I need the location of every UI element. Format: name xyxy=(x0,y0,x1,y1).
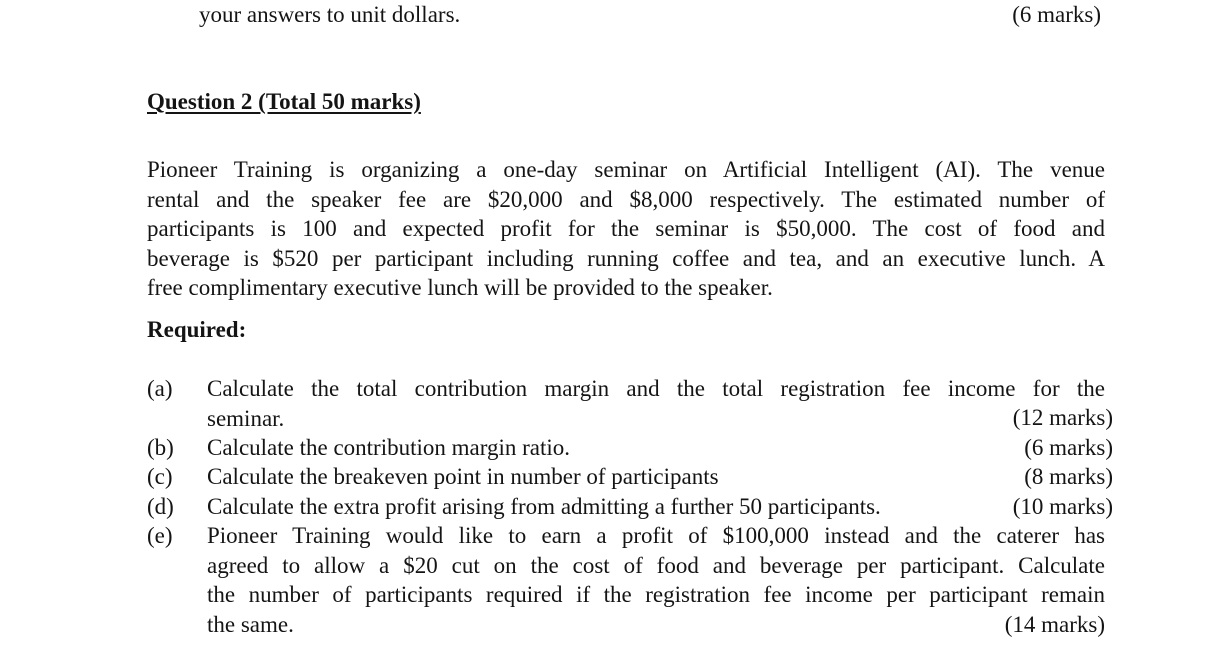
required-label: Required: xyxy=(147,317,247,342)
item-e-label: (e) xyxy=(147,523,173,548)
question-paragraph xyxy=(147,155,1105,303)
item-b-marks: (6 marks) xyxy=(1024,435,1113,460)
item-d-text xyxy=(207,492,1105,522)
item-c-label: (c) xyxy=(147,464,173,489)
item-line: Calculate the contribution margin ratio. xyxy=(207,435,571,460)
item-a-text xyxy=(207,374,1105,433)
paragraph-line: participants is 100 and expected profit for the seminar is $50,000. The cost of food and xyxy=(147,216,1105,241)
previous-question-tail-text: your answers to unit dollars. xyxy=(199,2,461,27)
item-line: the same. xyxy=(207,611,294,637)
paragraph-line: Pioneer Training is organizing a one-day seminar on Artificial Intelligent (AI). The venue xyxy=(147,157,1105,182)
item-line: the number of participants required if the registration fee income per participant remain xyxy=(207,582,1105,607)
item-line: seminar. xyxy=(207,405,285,431)
item-d-label: (d) xyxy=(147,494,174,519)
item-line: Pioneer Training would like to earn a profit of $100,000 instead and the caterer has xyxy=(207,523,1105,548)
item-e-text xyxy=(207,521,1105,639)
item-line: Calculate the breakeven point in number of participants xyxy=(207,464,719,489)
item-c-text xyxy=(207,462,1105,492)
paragraph-line: rental and the speaker fee are $20,000 and $8,000 respectively. The estimated number of xyxy=(147,186,1105,212)
item-line: Calculate the extra profit arising from admitting a further 50 participants. xyxy=(207,494,881,519)
previous-question-marks: (6 marks) xyxy=(1012,2,1101,27)
item-line: agreed to allow a $20 cut on the cost of food and beverage per participant. Calculate xyxy=(207,552,1105,578)
item-b-text xyxy=(207,433,1105,463)
item-c-marks: (8 marks) xyxy=(1024,464,1113,489)
item-a-marks: (12 marks) xyxy=(1012,405,1113,430)
item-d-marks: (10 marks) xyxy=(1012,494,1113,519)
paragraph-line: free complimentary executive lunch will be provided to the speaker. xyxy=(147,275,773,300)
paragraph-line: beverage is $520 per participant including running coffee and tea, and an executive lunch. A xyxy=(147,245,1105,271)
question-heading: Question 2 (Total 50 marks) xyxy=(147,89,421,114)
item-b-label: (b) xyxy=(147,435,174,460)
item-e-marks: (14 marks) xyxy=(1004,612,1105,637)
item-a-label: (a) xyxy=(147,376,173,401)
item-line: Calculate the total contribution margin and the total registration fee income for the xyxy=(207,376,1105,401)
